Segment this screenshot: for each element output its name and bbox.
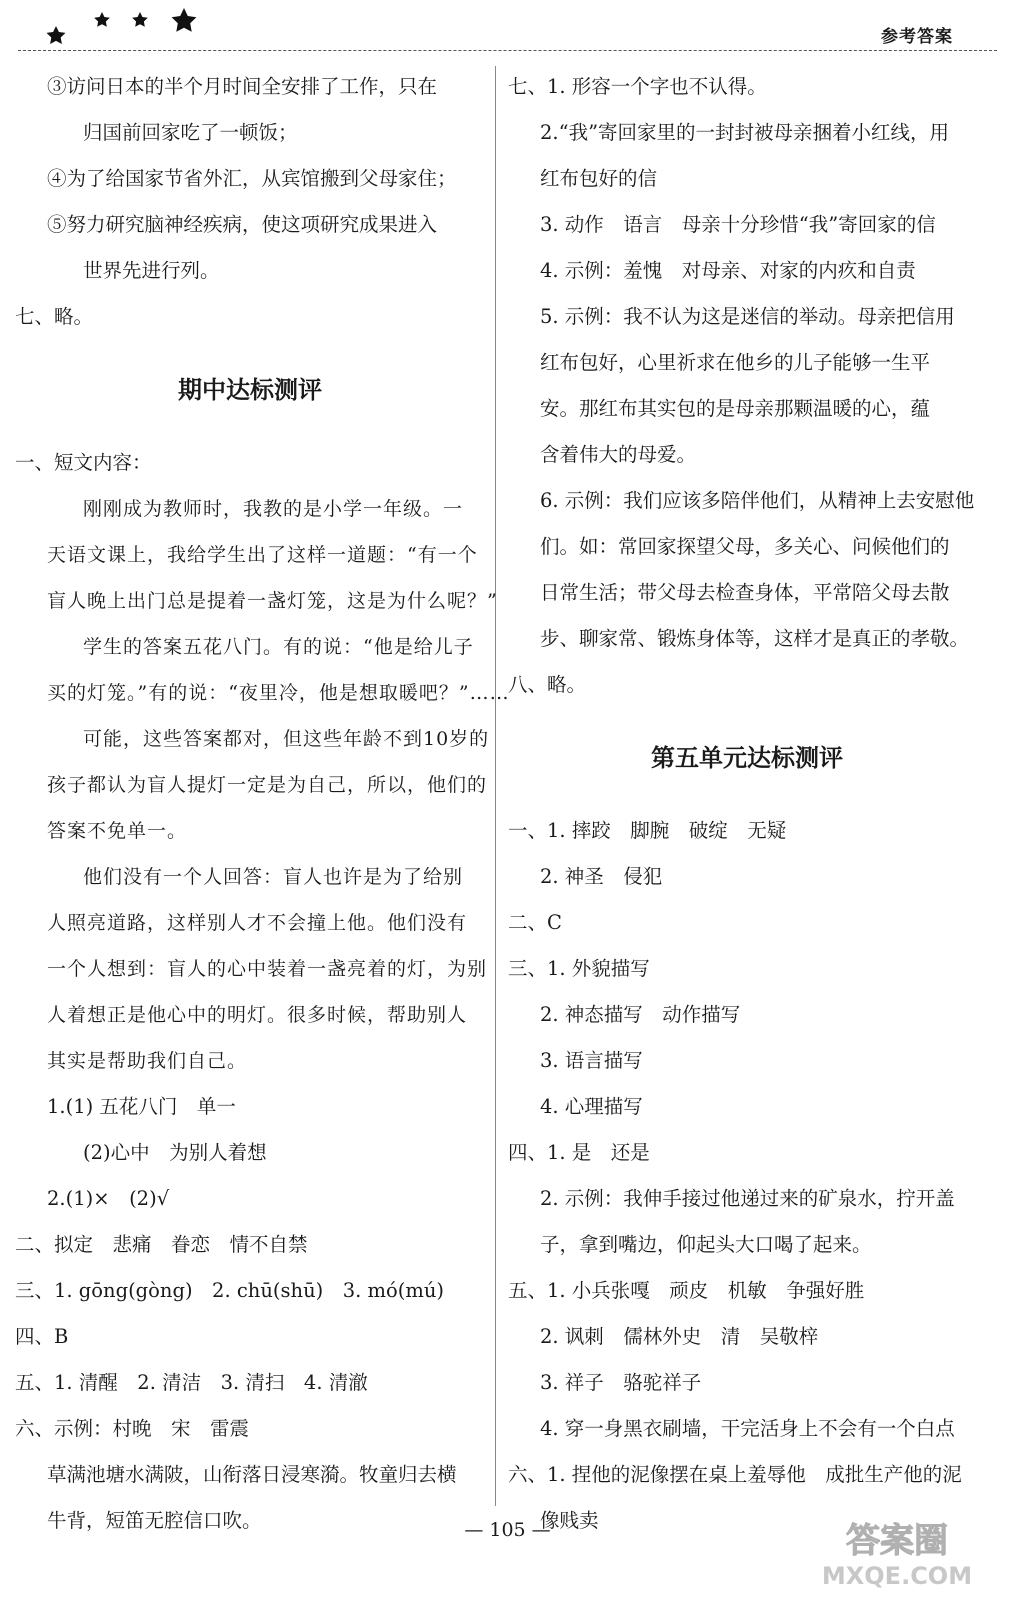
text-line: 人照亮道路，这样别人才不会撞上他。他们没有 [47, 912, 468, 934]
text-line: 七、略。 [15, 305, 94, 328]
text-line: 们。如：常回家探望父母，多关心、问候他们的 [540, 535, 950, 558]
text-line: 刚刚成为教师时，我教的是小学一年级。一 [83, 498, 464, 520]
text-line: 五、1. 清醒 2. 清洁 3. 清扫 4. 清澈 [15, 1371, 368, 1394]
text-line: 2. 神圣 侵犯 [540, 865, 663, 888]
text-line: 日常生活；带父母去检查身体，平常陪父母去散 [540, 581, 950, 604]
decorative-stars-icon [42, 6, 212, 46]
text-line: 2. 示例：我伸手接过他递过来的矿泉水，拧开盖 [540, 1187, 955, 1210]
text-line: 三、1. 外貌描写 [508, 957, 650, 980]
text-line: 5. 示例：我不认为这是迷信的举动。母亲把信用 [540, 305, 955, 328]
text-line: 学生的答案五花八门。有的说：“他是给儿子 [83, 636, 474, 658]
text-line: 2.“我”寄回家里的一封封被母亲捆着小红线，用 [540, 121, 950, 144]
text-line: 像贱卖 [540, 1509, 599, 1532]
text-line: 买的灯笼。”有的说：“夜里冷，他是想取暖吧？”…… [47, 682, 510, 704]
text-line: 三、1. gōng(gòng) 2. chū(shū) 3. mó(mú) [15, 1279, 445, 1302]
text-line: 红布包好的信 [540, 167, 658, 190]
text-line: 2. 讽刺 儒林外史 清 吴敬梓 [540, 1325, 819, 1348]
text-line: ④为了给国家节省外汇，从宾馆搬到父母家住； [47, 167, 457, 190]
text-line: ⑤努力研究脑神经疾病，使这项研究成果进入 [47, 213, 438, 236]
text-line: 4. 示例：羞愧 对母亲、对家的内疚和自责 [540, 259, 916, 282]
text-line: 3. 动作 语言 母亲十分珍惜“我”寄回家的信 [540, 213, 936, 236]
right-column [508, 64, 986, 1544]
section-title: 期中达标测评 [178, 376, 322, 404]
text-line: 2.(1)× (2)√ [47, 1187, 170, 1210]
text-line: 答案不免单一。 [47, 820, 188, 842]
text-line: 七、1. 形容一个字也不认得。 [508, 75, 767, 98]
section-title: 第五单元达标测评 [651, 744, 843, 772]
text-line: 可能，这些答案都对，但这些年龄不到10岁的 [83, 728, 490, 750]
text-line: 一、短文内容： [15, 451, 152, 474]
text-line: 一、1. 摔跤 脚腕 破绽 无疑 [508, 819, 787, 842]
text-line: 归国前回家吃了一顿饭； [83, 121, 298, 144]
column-divider [495, 66, 496, 1506]
text-line: ③访问日本的半个月时间全安排了工作，只在 [47, 75, 438, 98]
text-line: 1.(1) 五花八门 单一 [47, 1095, 236, 1118]
text-line: 世界先进行列。 [83, 259, 220, 282]
text-line: 其实是帮助我们自己。 [47, 1050, 248, 1072]
text-line: 六、1. 捏他的泥像摆在桌上羞辱他 成批生产他的泥 [508, 1463, 962, 1486]
watermark-logo [797, 1512, 997, 1592]
page-header [0, 0, 1015, 56]
text-line: 6. 示例：我们应该多陪伴他们，从精神上去安慰他 [540, 489, 975, 512]
page-number: — 105 — [464, 1519, 551, 1541]
text-line: 六、示例：村晚 宋 雷震 [15, 1417, 250, 1440]
text-line: 含着伟大的母爱。 [540, 443, 697, 466]
text-line: 人着想正是他心中的明灯。很多时候，帮助别人 [47, 1004, 468, 1026]
text-line: 3. 语言描写 [540, 1049, 643, 1072]
text-line: (2)心中 为别人着想 [83, 1141, 267, 1164]
text-line: 一个人想到：盲人的心中装着一盏亮着的灯，为别 [47, 958, 488, 980]
text-line: 4. 穿一身黑衣刷墙，干完活身上不会有一个白点 [540, 1417, 955, 1440]
text-line: 红布包好，心里祈求在他乡的儿子能够一生平 [540, 351, 931, 374]
watermark-line2: MXQE.COM [821, 1562, 973, 1590]
text-line: 四、1. 是 还是 [508, 1141, 650, 1164]
text-line: 四、B [15, 1325, 69, 1348]
watermark-line1: 答案圈 [846, 1521, 948, 1561]
text-line: 五、1. 小兵张嘎 顽皮 机敏 争强好胜 [508, 1279, 865, 1302]
text-line: 天语文课上，我给学生出了这样一道题：“有一个 [47, 544, 478, 566]
text-line: 草满池塘水满陂，山衔落日浸寒漪。牧童归去横 [47, 1463, 457, 1486]
text-line: 他们没有一个人回答：盲人也许是为了给别 [83, 866, 464, 888]
text-line: 牛背，短笛无腔信口吹。 [47, 1509, 262, 1532]
text-line: 八、略。 [508, 673, 587, 696]
text-line: 3. 祥子 骆驼祥子 [540, 1371, 702, 1394]
header-label: 参考答案 [881, 27, 953, 47]
header-divider [18, 50, 997, 51]
text-line: 2. 神态描写 动作描写 [540, 1003, 741, 1026]
text-line: 孩子都认为盲人提灯一定是为自己，所以，他们的 [47, 774, 488, 796]
text-line: 子，拿到嘴边，仰起头大口喝了起来。 [540, 1233, 872, 1256]
text-line: 盲人晚上出门总是提着一盏灯笼，这是为什么呢？” [47, 590, 498, 612]
text-line: 4. 心理描写 [540, 1095, 643, 1118]
text-line: 安。那红布其实包的是母亲那颗温暖的心，蕴 [540, 397, 931, 420]
text-line: 步、聊家常、锻炼身体等，这样才是真正的孝敬。 [540, 627, 970, 650]
text-line: 二、C [508, 911, 562, 934]
text-line: 二、拟定 悲痛 眷恋 情不自禁 [15, 1233, 308, 1256]
